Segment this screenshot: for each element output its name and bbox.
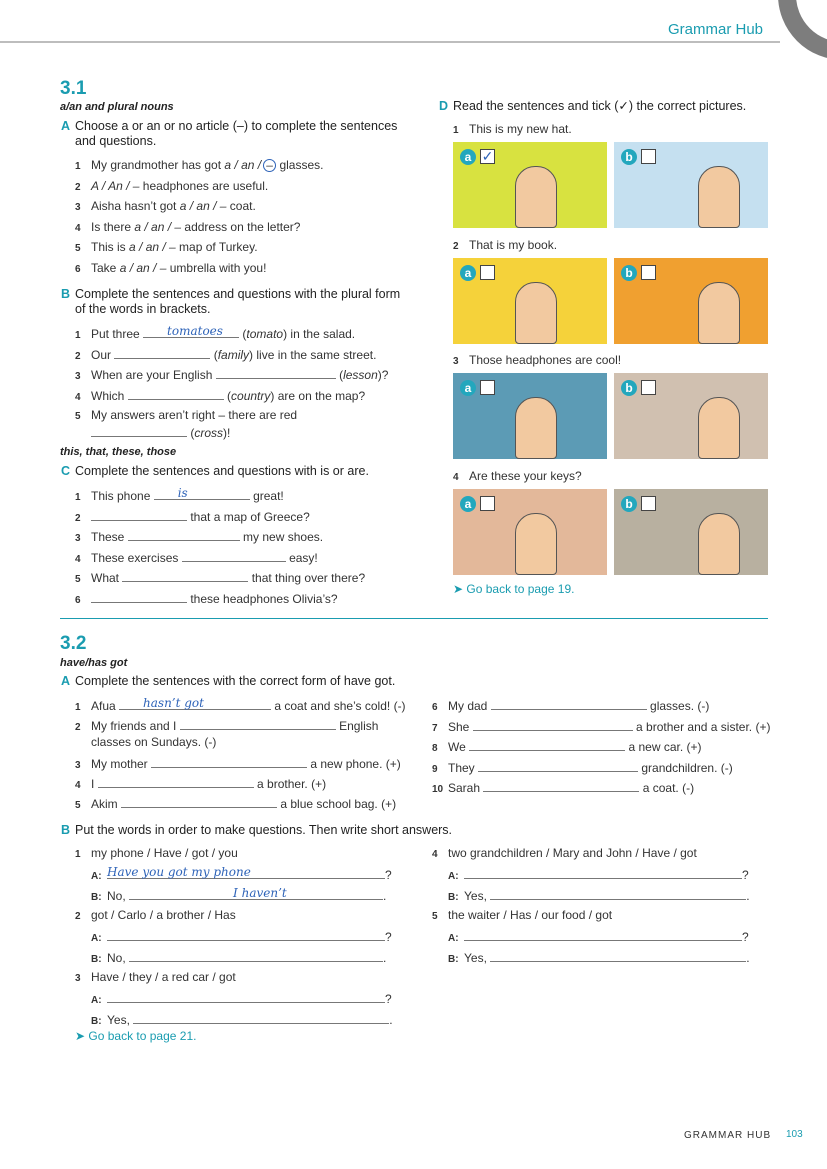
instruction-text: Read the sentences and tick (✓) the correct pictures. (453, 99, 747, 113)
item-text-start: Is there (91, 219, 135, 234)
item-text-end: these headphones Olivia’s? (190, 592, 338, 606)
label-b: B: (448, 954, 459, 965)
handwritten-answer: I haven’t (233, 886, 287, 900)
picture-question (453, 238, 557, 252)
item-text-start: We (448, 740, 466, 754)
item-number: 3 (75, 760, 81, 771)
item-text-start: I (91, 777, 95, 791)
exercise-item (432, 760, 733, 775)
item-text-end: English (339, 719, 379, 733)
exercise-item (75, 550, 318, 565)
item-text-end: glasses. (276, 158, 324, 172)
question-text: This is my new hat. (469, 122, 572, 136)
item-text-end: grandchildren. (-) (641, 760, 733, 775)
person-illustration (515, 282, 557, 344)
item-number: 1 (75, 492, 81, 503)
exercise-letter: B (61, 823, 71, 837)
option-letter: b (621, 265, 637, 281)
tick-box[interactable] (641, 265, 656, 280)
subheading-have-got: have/has got (60, 657, 128, 669)
question-words (75, 970, 236, 984)
exercise-item: 2 Our (family) live in the same street. (75, 347, 377, 362)
answer-blank[interactable] (91, 425, 187, 437)
person-illustration (698, 166, 740, 228)
item-number: 6 (432, 702, 438, 713)
exercise-item (75, 509, 310, 524)
exercise-item: 1 Put three tomatoes (tomato) in the salad. (75, 324, 356, 341)
subheading-this-that: this, that, these, those (60, 446, 177, 458)
section-number-3-2: 3.2 (60, 633, 87, 654)
question-mark: ? (385, 992, 392, 1006)
exercise-item (75, 796, 396, 811)
answer-line-b (448, 950, 750, 965)
answer-blank[interactable] (182, 550, 286, 562)
exercise-item (432, 780, 694, 795)
answer-blank[interactable] (107, 867, 385, 879)
go-back-link-19[interactable]: ➤ Go back to page 19. (453, 582, 575, 596)
item-number: 2 (75, 722, 81, 733)
item-text-end: a coat and she’s cold! (-) (274, 699, 406, 713)
item-text-end: a new phone. (+) (310, 757, 401, 771)
full-stop: . (746, 951, 750, 965)
answer-blank[interactable] (151, 756, 307, 768)
person-illustration (698, 282, 740, 344)
tick-box[interactable] (480, 496, 495, 511)
scrambled-words: my phone / Have / got / you (91, 846, 238, 860)
article-options[interactable]: a / an / – (119, 261, 167, 275)
exercise-letter: B (61, 287, 71, 301)
answer-blank[interactable] (469, 739, 625, 751)
label-b: B: (448, 892, 459, 903)
instruction-text: Put the words in order to make questions. Then write short answers. (75, 823, 453, 837)
item-number: 1 (75, 161, 81, 172)
tick-box[interactable] (641, 496, 656, 511)
item-text-end: live in the same street. (253, 347, 377, 362)
item-number: 10 (432, 784, 444, 795)
question-mark: ? (385, 868, 392, 882)
bracket-word: tomato (246, 327, 284, 341)
item-text-end: my new shoes. (243, 530, 324, 545)
exercise-letter: C (61, 464, 71, 478)
item-text-end: a new car. (+) (628, 740, 702, 754)
answer-blank[interactable] (464, 867, 742, 879)
item-text-end: that a map of Greece? (190, 509, 310, 524)
handwritten-answer: is (177, 486, 188, 500)
label-a: A: (448, 871, 459, 882)
option-letter: a (460, 265, 476, 281)
yes-no: No, (107, 889, 126, 903)
item-text-end: coat. (226, 199, 256, 214)
question-mark: ? (742, 930, 749, 944)
option-letter: a (460, 496, 476, 512)
picture-option-b[interactable] (614, 489, 768, 575)
exercise-letter: A (61, 674, 71, 688)
item-number: 4 (75, 780, 81, 791)
question-text: Are these your keys? (469, 468, 582, 483)
exercise-item (75, 529, 323, 544)
question-mark: ? (385, 930, 392, 944)
item-number: 3 (453, 356, 459, 367)
exercise-item-continued (91, 735, 216, 749)
item-text-start: My grandmother has got (91, 158, 225, 172)
picture-question (453, 122, 572, 136)
item-number: 5 (75, 411, 81, 422)
exercise-item (432, 719, 770, 734)
picture-option-a[interactable] (453, 489, 607, 575)
instruction-text: Choose a or an or no article (–) to complete the sentences and questions. (75, 119, 398, 148)
bracket-word: country (231, 388, 271, 403)
exercise-item (75, 776, 326, 791)
section-number-3-1: 3.1 (60, 78, 87, 99)
item-text-start: Afua (91, 699, 116, 713)
article-options[interactable]: a / an / (224, 158, 262, 172)
yes-no: No, (107, 951, 126, 965)
scrambled-words: Have / they / a red car / got (91, 970, 236, 984)
exercise-item (75, 591, 338, 606)
exercise-item (75, 240, 258, 254)
scrambled-words: the waiter / Has / our food / got (448, 908, 613, 922)
person-illustration (515, 166, 557, 228)
item-text-start: My mother (91, 757, 148, 771)
subheading-a-an: a/an and plural nouns (60, 101, 174, 113)
answer-blank[interactable] (98, 776, 254, 788)
answer-blank[interactable] (129, 888, 383, 900)
item-text-start: Take (91, 261, 120, 275)
answer-blank[interactable] (143, 326, 239, 338)
item-text-end: that thing over there? (251, 571, 366, 586)
option-letter: b (621, 496, 637, 512)
picture-option-b[interactable] (614, 258, 768, 344)
exercise-item (432, 698, 709, 713)
item-number: 1 (75, 330, 81, 341)
person-illustration (515, 513, 557, 575)
item-number: 5 (432, 911, 438, 922)
answer-line-a (91, 991, 392, 1006)
item-number: 2 (75, 350, 81, 362)
answer-line-a (91, 929, 392, 944)
item-text-end: a coat. (-) (642, 781, 695, 795)
question-mark: ? (742, 868, 749, 882)
handwritten-answer: hasn’t got (143, 696, 204, 710)
item-text-end: ? (381, 368, 389, 383)
item-text-end: classes on Sundays. (-) (91, 735, 217, 749)
exercise-item (432, 739, 702, 754)
item-text-start: My friends and I (91, 719, 177, 733)
item-text-end: are on the map? (274, 388, 366, 403)
page-header-title: Grammar Hub (668, 21, 764, 38)
item-text-start: Put three (91, 327, 140, 341)
answer-blank[interactable] (133, 1012, 389, 1024)
item-text-end: easy! (289, 550, 318, 565)
tick-box[interactable] (641, 380, 656, 395)
answer-blank[interactable] (119, 698, 271, 710)
item-text-start: Our (91, 347, 112, 362)
item-text-start: These (91, 530, 125, 545)
tick-box[interactable] (480, 265, 495, 280)
handwritten-answer: Have you got my phone (107, 865, 251, 879)
item-number: 4 (75, 222, 81, 234)
item-text-start: My dad (448, 699, 488, 713)
label-b: B: (91, 1016, 102, 1027)
answer-line-b (91, 950, 386, 965)
exercise-32a-instruction (61, 674, 675, 689)
section-divider (60, 618, 768, 619)
answer-line-b (448, 888, 750, 903)
circled-choice[interactable]: – (263, 159, 276, 172)
label-b: B: (91, 954, 102, 965)
exercise-item (75, 570, 365, 585)
item-number: 3 (75, 371, 81, 383)
answer-line-a (91, 867, 392, 882)
item-text-start: Aisha hasn’t got (91, 199, 180, 214)
picture-option-a[interactable] (453, 142, 607, 228)
answer-blank[interactable] (154, 488, 250, 500)
option-letter: b (621, 380, 637, 396)
answer-blank[interactable] (473, 719, 633, 731)
exercise-item (75, 756, 401, 771)
picture-option-a[interactable] (453, 373, 607, 459)
label-a: A: (448, 933, 459, 944)
tick-box[interactable] (641, 149, 656, 164)
item-text-end: a blue school bag. (+) (280, 797, 397, 811)
item-text-start: These exercises (91, 550, 179, 565)
answer-line-b (91, 888, 386, 903)
yes-no: Yes, (464, 951, 487, 965)
exercise-letter: D (439, 99, 449, 113)
answer-blank[interactable] (91, 509, 187, 521)
item-text-end: map of Turkey. (175, 240, 258, 255)
answer-line-a (448, 867, 749, 882)
item-text-end: a brother and a sister. (+) (636, 719, 771, 734)
instruction-text: Complete the sentences with the correct form of have got. (75, 674, 396, 688)
item-number: 7 (432, 722, 438, 734)
label-b: B: (91, 892, 102, 903)
go-back-link-21[interactable]: ➤ Go back to page 21. (75, 1029, 197, 1043)
label-a: A: (91, 871, 102, 882)
answer-blank[interactable] (483, 780, 639, 792)
exercise-item (75, 261, 266, 275)
item-number: 4 (453, 471, 459, 483)
article-options[interactable]: A / An / – (91, 178, 140, 193)
item-number: 6 (75, 595, 81, 606)
item-number: 2 (75, 911, 81, 922)
question-text: That is my book. (469, 237, 558, 252)
exercise-item (75, 158, 323, 172)
answer-line-a (448, 929, 749, 944)
item-number: 2 (75, 181, 81, 193)
item-text-start: They (448, 760, 475, 775)
item-text-start: Sarah (448, 781, 481, 795)
full-stop: . (746, 889, 750, 903)
item-number: 5 (75, 243, 81, 255)
header-rule (0, 41, 780, 43)
instruction-text: Complete the sentences and questions with is or are. (75, 464, 369, 478)
exercise-b-instruction (61, 287, 405, 317)
answer-blank[interactable] (478, 760, 638, 772)
exercise-item: 4 Which (country) are on the map? (75, 388, 366, 403)
item-text-end: great! (253, 489, 284, 503)
question-words (432, 908, 612, 922)
exercise-item (75, 179, 268, 193)
item-text-start: She (448, 719, 470, 734)
item-number: 6 (75, 264, 81, 275)
item-number: 8 (432, 743, 438, 754)
item-text-end: headphones are useful. (139, 178, 269, 193)
corner-arc-decoration (778, 0, 827, 60)
answer-blank[interactable] (122, 570, 248, 582)
item-number: 5 (75, 574, 81, 586)
label-a: A: (91, 995, 102, 1006)
exercise-item (75, 698, 406, 713)
scrambled-words: got / Carlo / a brother / Has (91, 908, 236, 922)
answer-blank[interactable] (128, 388, 224, 400)
item-number: 1 (453, 125, 459, 136)
item-number: 3 (75, 202, 81, 214)
picture-question (453, 469, 582, 483)
item-number: 3 (75, 973, 81, 984)
answer-blank[interactable] (114, 347, 210, 359)
exercise-item-continued: (cross)! (91, 425, 230, 440)
item-number: 2 (75, 512, 81, 524)
picture-option-b[interactable] (614, 142, 768, 228)
question-text: Those headphones are cool! (469, 353, 622, 367)
question-words (432, 846, 697, 860)
footer-label: GRAMMAR HUB (684, 1130, 772, 1141)
exercise-item (75, 488, 284, 503)
answer-blank[interactable] (129, 950, 383, 962)
answer-blank[interactable] (107, 929, 385, 941)
instruction-text: Complete the sentences and questions with the plural form of the words in brackets. (75, 287, 401, 316)
answer-blank[interactable] (490, 950, 746, 962)
item-number: 4 (432, 849, 438, 860)
picture-option-a[interactable] (453, 258, 607, 344)
exercise-item (75, 408, 297, 422)
full-stop: . (383, 889, 387, 903)
person-illustration (698, 397, 740, 459)
answer-blank[interactable] (490, 888, 746, 900)
item-number: 3 (75, 533, 81, 545)
item-number: 5 (75, 800, 81, 811)
picture-option-b[interactable] (614, 373, 768, 459)
option-letter: b (621, 149, 637, 165)
answer-blank[interactable] (91, 591, 187, 603)
item-text-end: a brother. (+) (257, 777, 327, 791)
exercise-32b-instruction (61, 823, 675, 838)
item-number: 4 (75, 391, 81, 403)
person-illustration (698, 513, 740, 575)
item-text-start: This phone (91, 489, 151, 503)
answer-blank[interactable] (107, 991, 385, 1003)
exercise-item (75, 718, 378, 733)
item-text-end: ! (227, 426, 231, 440)
answer-blank[interactable] (464, 929, 742, 941)
bracket-word: lesson (343, 368, 378, 383)
exercise-d-instruction (439, 99, 773, 114)
picture-question (453, 353, 621, 367)
answer-blank[interactable] (121, 796, 277, 808)
label-a: A: (91, 933, 102, 944)
tick-box[interactable] (480, 380, 495, 395)
answer-blank[interactable] (180, 718, 336, 730)
full-stop: . (389, 1013, 393, 1027)
item-text-start: When are your English (91, 368, 213, 383)
exercise-item: 3 When are your English (lesson)? (75, 368, 389, 383)
article-options[interactable]: a / an / – (179, 199, 227, 214)
exercise-letter: A (61, 119, 71, 133)
full-stop: . (383, 951, 387, 965)
exercise-c-instruction (61, 464, 405, 479)
option-letter: a (460, 380, 476, 396)
item-number: 1 (75, 702, 81, 713)
exercise-item (75, 199, 256, 213)
person-illustration (515, 397, 557, 459)
yes-no: Yes, (464, 889, 487, 903)
bracket-word: cross (194, 426, 224, 440)
question-words (75, 908, 236, 922)
exercise-a-instruction (61, 119, 405, 149)
tick-box[interactable]: ✓ (481, 148, 494, 164)
item-text-end: in the salad. (287, 327, 356, 341)
item-number: 9 (432, 763, 438, 775)
item-text-start: Which (91, 388, 125, 403)
item-number: 4 (75, 553, 81, 565)
item-text-end: umbrella with you! (166, 261, 267, 275)
option-letter: a (460, 149, 476, 165)
page-number: 103 (786, 1129, 803, 1140)
handwritten-answer: tomatoes (167, 324, 223, 338)
article-options[interactable]: a / an / – (134, 219, 182, 234)
bracket-word: family (217, 347, 250, 362)
answer-blank[interactable] (128, 529, 240, 541)
article-options[interactable]: a / an / – (129, 240, 176, 255)
item-text-start: My answers aren’t right – there are red (91, 408, 298, 422)
item-text-end: glasses. (-) (650, 699, 710, 713)
answer-line-b (91, 1012, 393, 1027)
yes-no: Yes, (107, 1013, 130, 1027)
answer-blank[interactable] (216, 367, 336, 379)
item-text-start: What (91, 571, 120, 586)
answer-blank[interactable] (491, 698, 647, 710)
question-words (75, 846, 238, 860)
item-text-start: Akim (91, 797, 118, 811)
scrambled-words: two grandchildren / Mary and John / Have / got (448, 846, 697, 860)
exercise-item (75, 220, 300, 234)
item-text-start: This is (91, 240, 130, 255)
item-number: 2 (453, 240, 459, 252)
item-number: 1 (75, 849, 81, 860)
item-text-end: address on the letter? (181, 219, 301, 234)
